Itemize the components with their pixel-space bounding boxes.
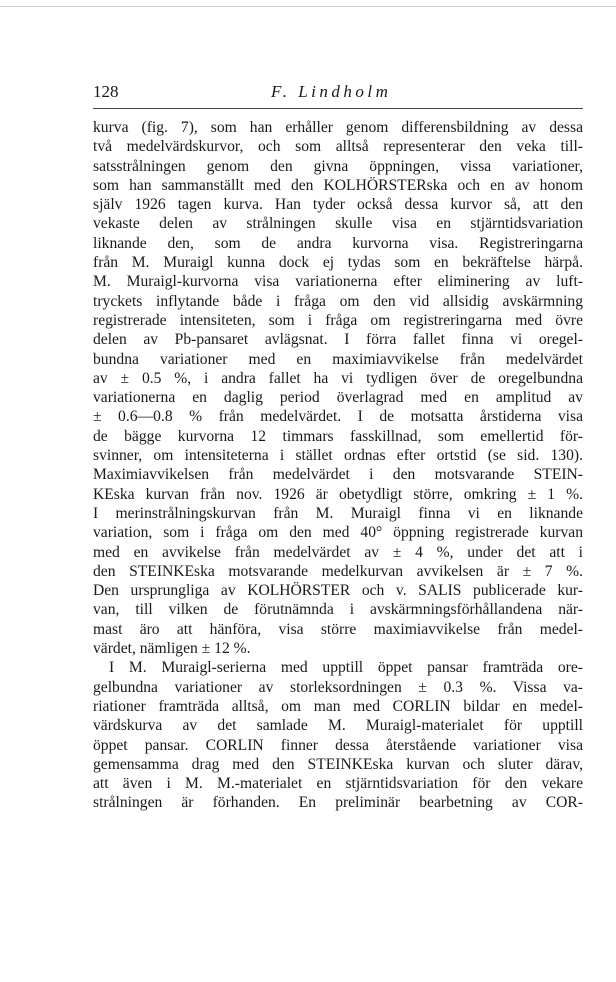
text-line: van, till vilken de förutnämnda i avskärmningsförhållandena när- <box>93 601 583 619</box>
text-line: satsstrålningen genom den givna öppningen, vissa variationer, <box>93 157 583 175</box>
text-line: värdskurva av det samlade M. Muraigl-materialet för upptill <box>93 717 583 735</box>
text-line: I M. Muraigl-serierna med upptill öppet pansar framträda ore- <box>109 659 583 677</box>
text-line: strålningen är förhanden. En preliminär bearbetning av COR- <box>93 794 583 812</box>
text-line: att även i M. M.-materialet en stjärntidsvariation för den vekare <box>93 775 583 793</box>
paragraph <box>93 118 583 658</box>
text-line: variationerna en daglig period överlagrad med en amplitud av <box>93 389 583 407</box>
text-line: vekaste delen av strålningen skulle visa en stjärntidsvariation <box>93 215 583 233</box>
text-line: värdet, nämligen ± 12 %. <box>93 640 251 658</box>
text-line: riationer framträda alltså, om man med CORLIN bildar en medel- <box>93 697 583 715</box>
text-line: tryckets inflytande både i fråga om den vid allsidig avskärmning <box>93 292 583 310</box>
text-line: två medelvärdskurvor, och som alltså representerar den veka till- <box>93 138 583 156</box>
page-header <box>93 82 583 106</box>
page-number: 128 <box>93 82 119 101</box>
text-line: delen av Pb-pansaret avlägsnat. I förra fallet finna vi oregel- <box>93 331 583 349</box>
text-line: bundna variationer med en maximiavvikelse från medelvärdet <box>93 350 583 368</box>
body-text <box>93 118 583 813</box>
text-line: från M. Muraigl kunna dock ej tydas som en bekräftelse härpå. <box>93 254 583 272</box>
text-line: mast äro att hänföra, visa större maximiavvikelse från medel- <box>93 620 583 638</box>
text-line: I merinstrålningskurvan från M. Muraigl finna vi en liknande <box>93 504 583 522</box>
text-line: registrerade intensiteten, som i fråga om registreringarna med övre <box>93 311 583 329</box>
text-line: ± 0.6—0.8 % från medelvärdet. I de motsatta årstiderna visa <box>93 408 583 426</box>
scan-top-edge <box>0 6 616 7</box>
text-line: Maximiavvikelsen från medelvärdet i den motsvarande STEIN- <box>93 466 583 484</box>
text-line: svinner, om intensiteterna i stället ordnas efter ortstid (se sid. 130). <box>93 447 583 465</box>
paragraph <box>93 658 583 812</box>
header-rule <box>93 108 583 109</box>
text-line: liknande den, som de andra kurvorna visa. Registreringarna <box>93 234 583 252</box>
text-line: med en avvikelse från medelvärdet av ± 4 %, under det att i <box>93 543 583 561</box>
text-line: M. Muraigl-kurvorna visa variationerna efter eliminering av luft- <box>93 273 583 291</box>
running-head-author: F. Lindholm <box>271 82 392 101</box>
text-line: gemensamma drag med den STEINKEska kurvan och sluter därav, <box>93 755 583 773</box>
text-line: av ± 0.5 %, i andra fallet ha vi tydligen över de oregelbundna <box>93 369 583 387</box>
text-line: gelbundna variationer av storleksordningen ± 0.3 %. Vissa va- <box>93 678 583 696</box>
text-line: variation, som i fråga om den med 40° öppning registrerade kurvan <box>93 524 583 542</box>
text-line: kurva (fig. 7), som han erhåller genom differensbildning av dessa <box>93 119 583 136</box>
text-line: de bägge kurvorna 12 timmars fasskillnad, som emellertid för- <box>93 427 583 445</box>
text-line: Den ursprungliga av KOLHÖRSTER och v. SALIS publicerade kur- <box>93 582 583 600</box>
text-line: KEska kurvan från nov. 1926 är obetydligt större, omkring ± 1 %. <box>93 485 583 503</box>
text-line: öppet pansar. CORLIN finner dessa återstående variationer visa <box>93 736 583 754</box>
text-line: som han sammanställt med den KOLHÖRSTERska och en av honom <box>93 176 583 194</box>
text-line: den STEINKEska motsvarande medelkurvan avvikelsen är ± 7 %. <box>93 562 583 580</box>
text-line: själv 1926 tagen kurva. Han tyder också dessa kurvor så, att den <box>93 196 583 214</box>
